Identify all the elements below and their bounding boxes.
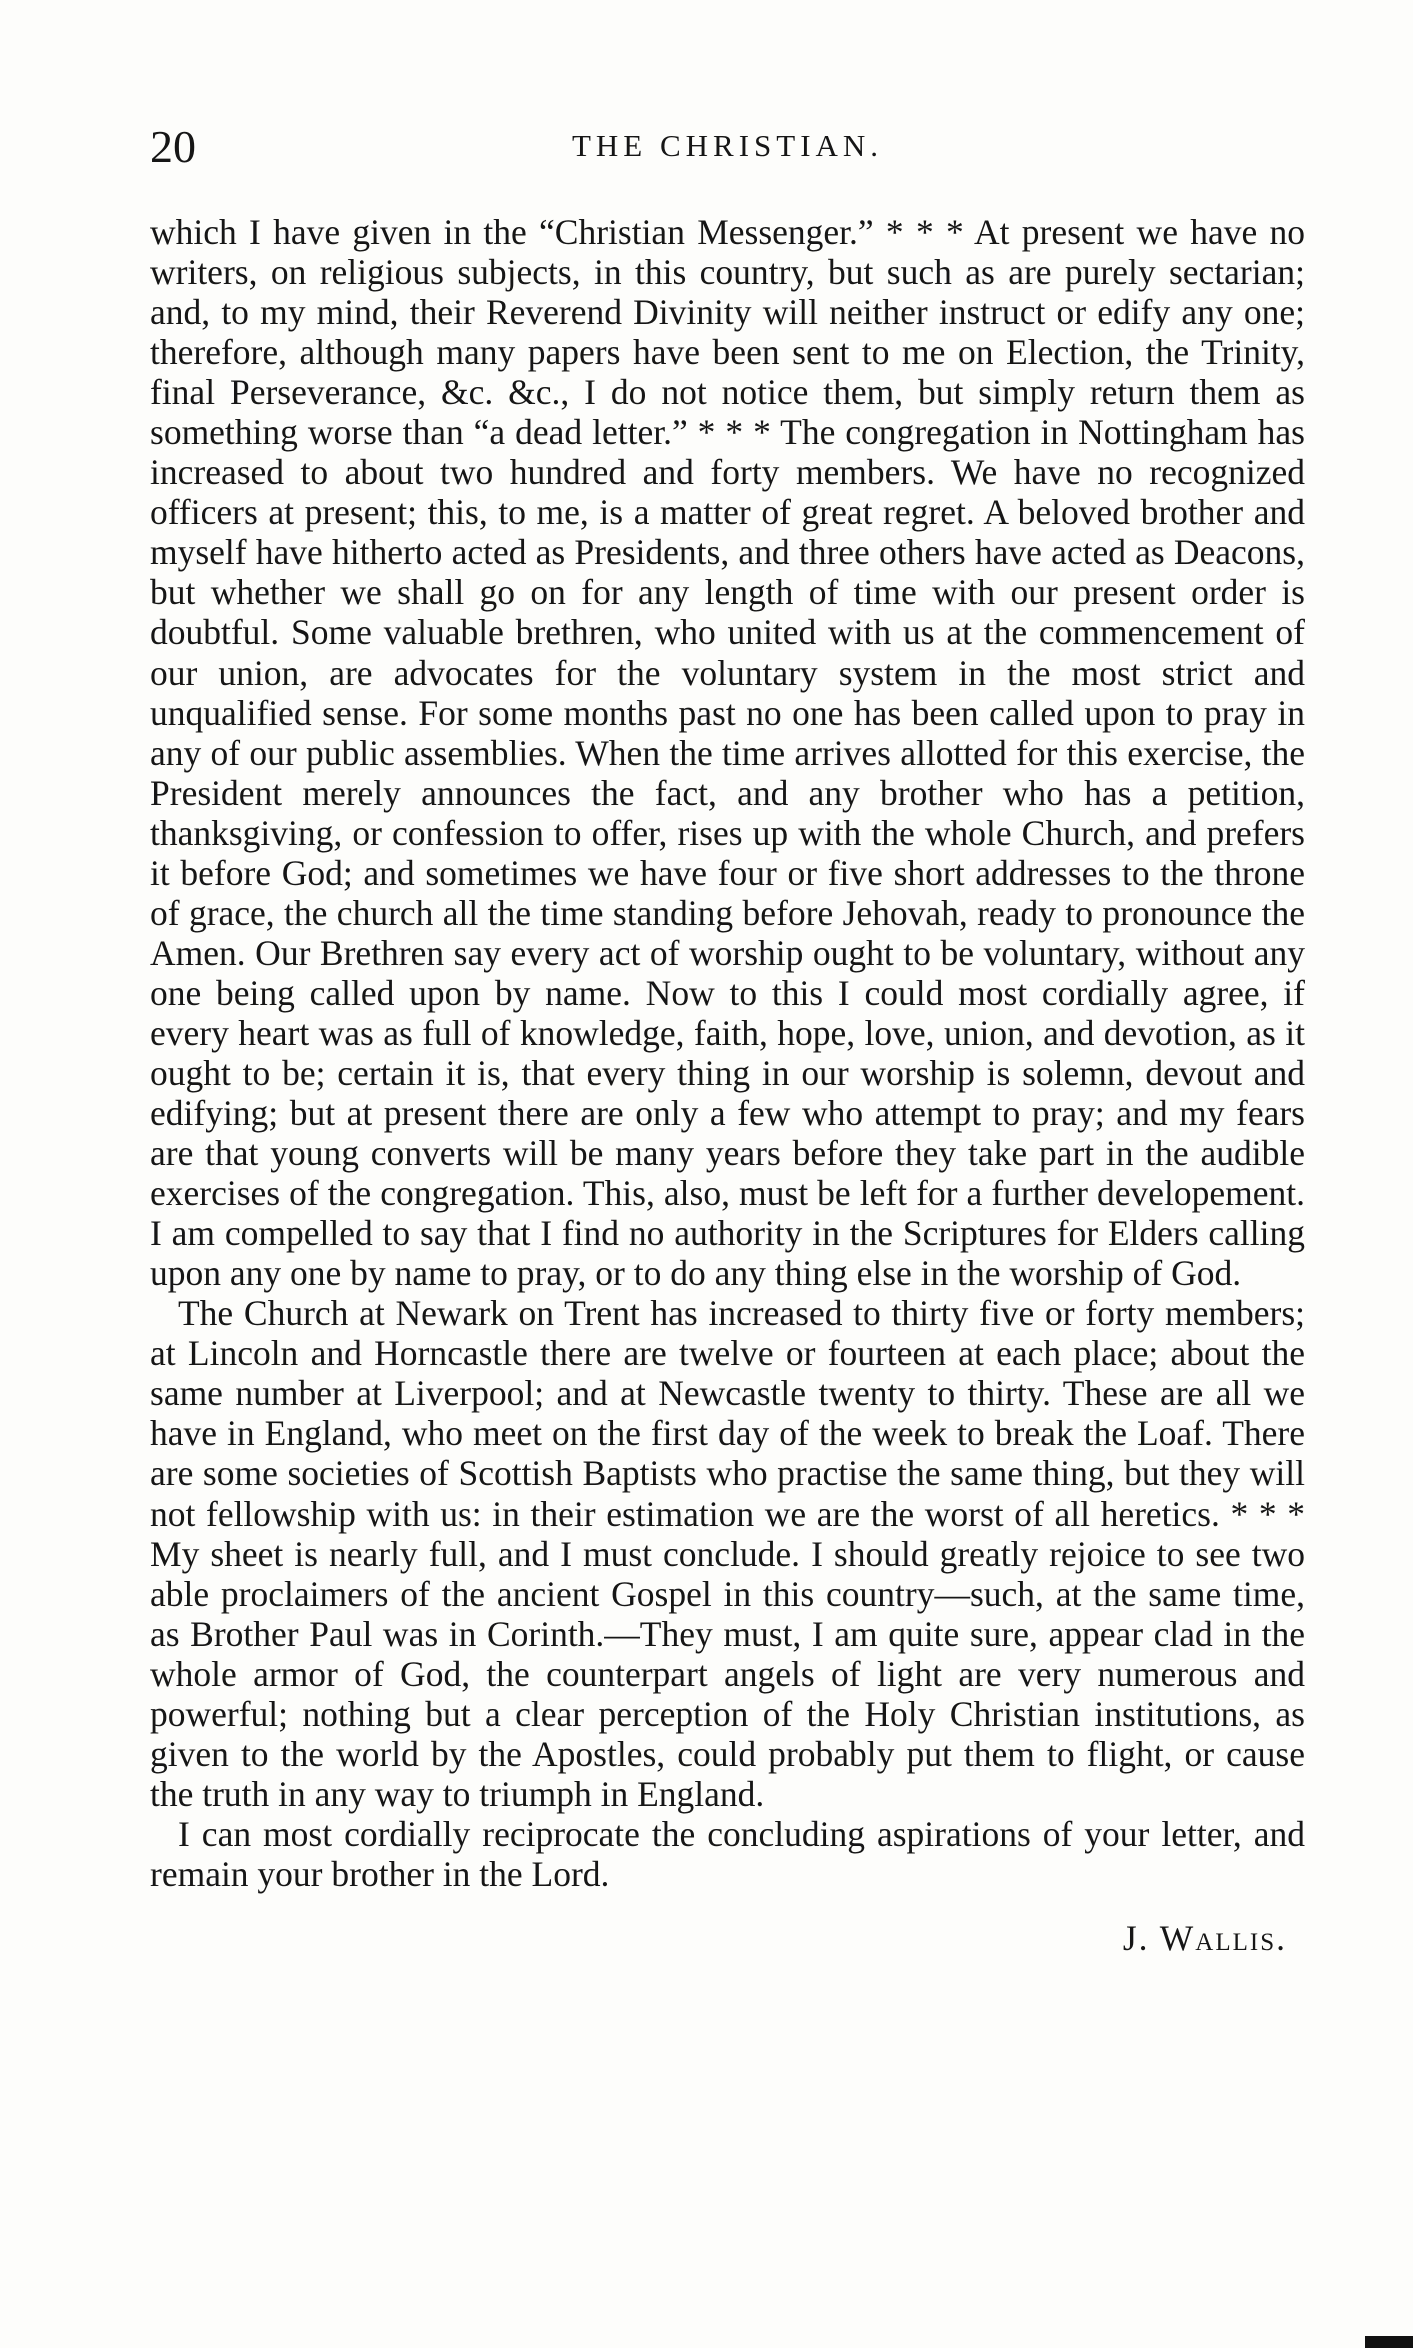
signature: J. Wallis. [1122, 1917, 1287, 1958]
paragraph-1: which I have given in the “Christian Messenger.” * * * At present we have no writers, on religious subjects, in this country, but such as are purely sectarian; and, to my mind, their Reverend Divinity will neither instruct or edify any one; therefore, although many papers have been sent to me on Election, the Trinity, final Perseverance, &c. &c., I do not notice them, but simply return them as something worse than “a dead letter.” * * * The congregation in Nottingham has increased to about two hundred and forty members. We have no recognized officers at present; this, to me, is a matter of great regret. A beloved brother and myself have hitherto acted as Presidents, and three others have acted as Deacons, but whether we shall go on for any length of time with our present order is doubtful. Some valuable brethren, who united with us at the commencement of our union, are advocates for the voluntary system in the most strict and unqualified sense. For some months past no one has been called upon to pray in any of our public assemblies. When the time arrives allotted for this exercise, the President merely announces the fact, and any brother who has a petition, thanksgiving, or confession to offer, rises up with the whole Church, and prefers it before God; and sometimes we have four or five short addresses to the throne of grace, the church all the time standing before Jehovah, ready to pronounce the Amen. Our Brethren say every act of worship ought to be voluntary, without any one being called upon by name. Now to this I could most cordially agree, if every heart was as full of knowledge, faith, hope, love, union, and devotion, as it ought to be; certain it is, that every thing in our worship is solemn, devout and edifying; but at present there are only a few who attempt to pray; and my fears are that young converts will be many years before they take part in the audible exercises of the congregation. This, also, must be left for a further developement. I am compelled to say that I find no authority in the Scriptures for Elders calling upon any one by name to pray, or to do any thing else in the worship of God. [150, 212, 1305, 1294]
page-header [150, 120, 1305, 180]
page-number: 20 [150, 121, 196, 172]
paragraph-3: I can most cordially reciprocate the concluding aspirations of your letter, and remain your brother in the Lord. [150, 1813, 1305, 1894]
running-title: THE CHRISTIAN. [571, 128, 884, 163]
paragraph-2: The Church at Newark on Trent has increased to thirty five or forty members; at Lincoln and Horncastle there are twelve or fourteen at each place; about the same number at Liverpool; and at Newcastle twenty to thirty. These are all we have in England, who meet on the first day of the week to break the Loaf. There are some societies of Scottish Baptists who practise the same thing, but they will not fellowship with us: in their estimation we are the worst of all heretics. * * * My sheet is nearly full, and I must conclude. I should greatly rejoice to see two able proclaimers of the ancient Gospel in this country—such, at the same time, as Brother Paul was in Corinth.—They must, I am quite sure, appear clad in the whole armor of God, the counterpart angels of light are very numerous and powerful; nothing but a clear perception of the Holy Christian institutions, as given to the world by the Apostles, could probably put them to flight, or cause the truth in any way to triumph in England. [150, 1293, 1305, 1814]
letter-body [150, 212, 1305, 1958]
scan-edge-mark [1365, 2336, 1413, 2348]
